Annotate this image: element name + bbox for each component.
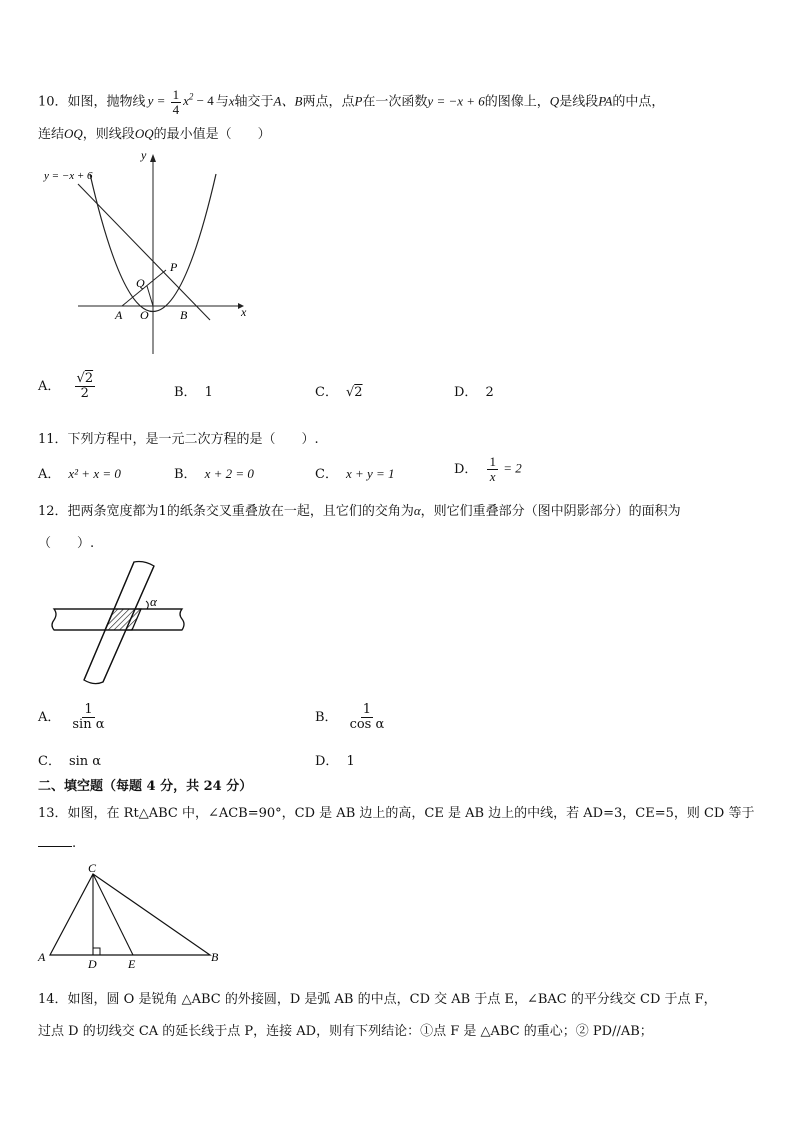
option-text: x + 2 = 0 [204, 466, 254, 481]
option-label: B． [174, 467, 197, 482]
q12-text: （ ）. [38, 536, 95, 551]
option-text: 2 [485, 385, 494, 400]
q13-stem [38, 802, 755, 821]
q12-paper-strips-figure [44, 558, 194, 688]
q13-answer-line [38, 834, 76, 851]
option-fraction [348, 703, 387, 731]
q10-text: 连结 [38, 127, 65, 142]
q11-option-d[interactable] [454, 455, 522, 483]
frac-numerator: 1 [489, 454, 496, 469]
q10-seg-oq: OQ [134, 126, 154, 141]
angle-alpha-arc [146, 601, 148, 609]
q13-triangle-figure [36, 860, 226, 972]
frac-numerator: 1 [84, 702, 93, 717]
frac-numerator: √2 [76, 371, 94, 386]
q10-text: 与 [215, 94, 229, 110]
one-over-x [487, 455, 498, 483]
option-label: B． [174, 385, 197, 400]
q10-option-d[interactable] [454, 381, 494, 400]
line-y-neg-x-plus-6 [78, 184, 210, 320]
option-label: A． [38, 709, 61, 725]
q10-text: 的最小值是（ ） [153, 127, 271, 142]
q11-number: 11． [38, 432, 68, 447]
point-b-label: B [180, 308, 188, 322]
option-text: x + y = 1 [345, 466, 395, 481]
point-p-label: P [170, 260, 178, 274]
q10-text: 轴交于 [234, 94, 274, 110]
frac-numerator: 1 [172, 87, 180, 103]
q12-number: 12． [38, 504, 68, 519]
q10-text: 的中点， [612, 94, 665, 110]
q10-option-c[interactable] [315, 381, 363, 400]
q10-seg-pa: PA [598, 93, 613, 109]
q10-x-var: x [228, 93, 235, 109]
point-a-label: A [115, 308, 123, 322]
point-o-label: O [140, 308, 149, 322]
q10-quarter-fraction [171, 88, 182, 116]
x-axis-label: x [241, 305, 247, 319]
q10-text: 在一次函数 [362, 94, 428, 110]
q14-text: 如图，圆 O 是锐角 △ABC 的外接圆，D 是弧 AB 的中点，CD 交 AB 于点 E，∠BAC 的平分线交 CD 于点 F， [67, 992, 717, 1007]
q11-option-b[interactable] [174, 463, 254, 482]
option-text: sin α [68, 754, 102, 769]
section-fill-in-title: 二、填空题（每题 4 分，共 24 分） [38, 779, 253, 794]
point-c-label: C [88, 861, 97, 875]
frac-denominator: x [489, 468, 496, 484]
q10-seg-oq: OQ [64, 126, 83, 141]
option-fraction [70, 703, 106, 731]
option-text: 1 [204, 385, 213, 400]
line-label: y = −x + 6 [44, 170, 93, 182]
q10-line-equation: y = −x + 6 [427, 93, 485, 109]
sqrt2-over-2 [75, 372, 96, 400]
q10-parabola-equation: y = $\frac{1}{4}$ $x^2 - 4$ [147, 87, 214, 117]
q12-text: ，则它们重叠部分（图中阴影部分）的面积为 [420, 504, 681, 519]
median-ce [93, 874, 133, 955]
q10-text: 是线段 [559, 94, 599, 110]
q10-points-ab: A、B [273, 93, 303, 109]
q12-stem-line1 [38, 500, 681, 519]
q10-option-a[interactable] [38, 372, 97, 400]
option-text: 1 [346, 754, 355, 769]
option-label: C． [38, 754, 61, 769]
point-q-label: Q [136, 276, 145, 290]
frac-numerator: 1 [362, 702, 372, 717]
alpha-symbol: α [413, 503, 421, 518]
option-label: D． [315, 754, 339, 769]
point-e-label: E [128, 957, 136, 971]
frac-denominator: 4 [172, 101, 180, 117]
sqrt2: √2 [345, 385, 363, 400]
q10-text: 如图，抛物线 [67, 94, 146, 110]
frac-denominator: cos α [349, 716, 385, 732]
q11-option-a[interactable] [38, 463, 121, 482]
option-label: C． [315, 467, 338, 482]
q11-stem [38, 428, 319, 447]
option-label: B． [315, 709, 338, 725]
q12-option-a[interactable] [38, 703, 109, 731]
q12-option-c[interactable] [38, 750, 101, 769]
point-a-label: A [38, 950, 46, 964]
frac-denominator: sin α [72, 716, 105, 732]
option-text: x² + x = 0 [68, 466, 121, 481]
q14-text: 过点 D 的切线交 CA 的延长线于点 P，连接 AD，则有下列结论：①点 F 是 △ABC 的重心；② PD//AB； [38, 1024, 653, 1039]
option-label: C． [315, 385, 338, 400]
q10-stem-line1 [38, 86, 664, 116]
right-angle-marker [93, 948, 100, 955]
q14-stem-line2 [38, 1020, 653, 1039]
option-label: D． [454, 385, 478, 400]
triangle-abc [50, 874, 210, 955]
y-axis-arrow-icon [150, 154, 156, 162]
q13-period: . [72, 836, 77, 851]
q10-parabola-figure [38, 144, 268, 358]
q10-text: 两点，点 [302, 94, 355, 110]
q10-option-b[interactable] [174, 381, 213, 400]
q13-number: 13． [38, 806, 68, 821]
q11-text: 下列方程中，是一元二次方程的是（ ）. [67, 432, 319, 447]
q12-option-b[interactable] [315, 703, 388, 731]
y-axis-label: y [141, 148, 147, 162]
q12-stem-line2 [38, 532, 94, 551]
q10-number: 10． [38, 94, 68, 110]
alpha-label: α [150, 594, 157, 609]
frac-denominator: 2 [80, 385, 89, 401]
q13-text: 如图，在 Rt△ABC 中，∠ACB=90°，CD 是 AB 边上的高，CE 是 AB 边上的中线，若 AD=3，CE=5，则 CD 等于 [67, 806, 755, 821]
q10-point-q: Q [549, 93, 560, 109]
option-label: A． [38, 467, 61, 482]
option-label: D． [454, 461, 478, 477]
option-equals: = 2 [499, 460, 522, 476]
q10-stem-line2 [38, 123, 271, 142]
point-b-label: B [211, 950, 219, 964]
q10-text: ，则线段 [82, 127, 135, 142]
q11-option-c[interactable] [315, 463, 395, 482]
q14-number: 14． [38, 992, 68, 1007]
q13-answer-blank[interactable] [38, 834, 72, 847]
q10-text: 的图像上， [484, 94, 550, 110]
q12-option-d[interactable] [315, 750, 355, 769]
point-d-label: D [88, 957, 97, 971]
segment-oq [147, 286, 153, 306]
option-label: A． [38, 378, 61, 394]
q14-stem-line1 [38, 988, 717, 1007]
q12-text: 把两条宽度都为1的纸条交叉重叠放在一起，且它们的交角为 [67, 504, 414, 519]
q10-point-p: P [354, 93, 363, 109]
